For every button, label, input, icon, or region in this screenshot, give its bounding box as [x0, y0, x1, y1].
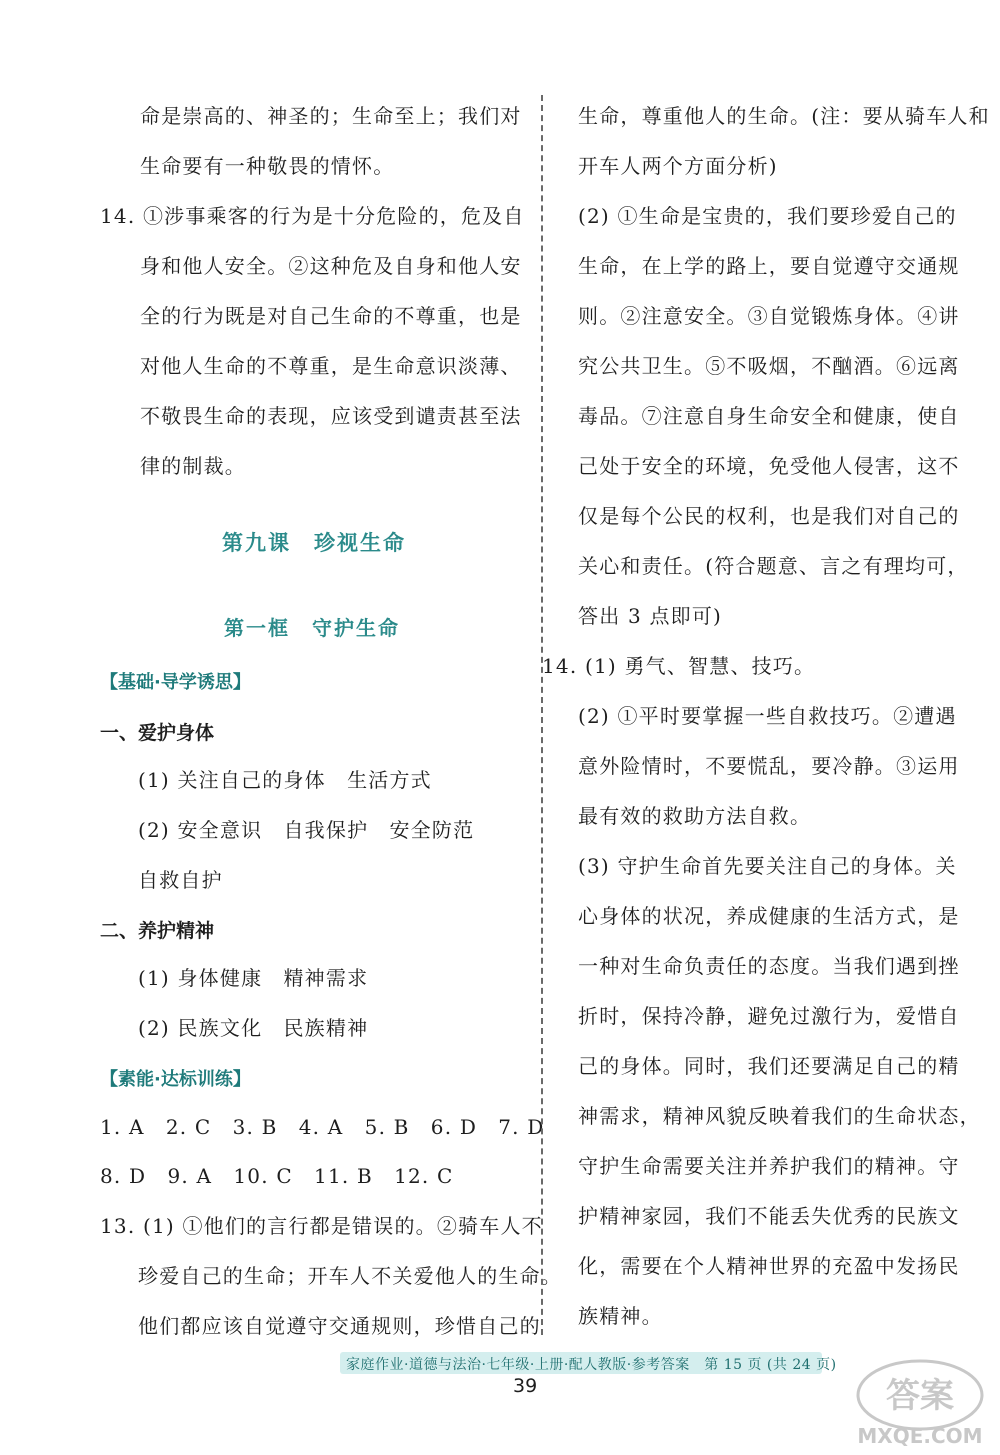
text-line: 关心和责任。(符合题意、言之有理均可，	[578, 554, 969, 578]
text-line: 守护生命需要关注并养护我们的精神。守	[578, 1154, 960, 1178]
text-line: 13. (1) ①他们的言行都是错误的。②骑车人不	[100, 1214, 543, 1238]
text-line: (3) 守护生命首先要关注自己的身体。关	[578, 854, 957, 878]
text-line: 仅是每个公民的权利，也是我们对自己的	[578, 504, 960, 528]
answer-item: 自救自护	[138, 868, 223, 892]
answer-item: (2) 民族文化 民族精神	[138, 1016, 369, 1040]
text-line: 命是崇高的、神圣的；生命至上；我们对	[140, 104, 522, 128]
text-line: 不敬畏生命的表现，应该受到谴责甚至法	[140, 404, 522, 428]
heading-nurture-spirit: 二、养护精神	[100, 920, 215, 942]
text-line: 毒品。⑦注意自身生命安全和健康，使自	[578, 404, 960, 428]
watermark-bottom-text: MXQE.COM	[857, 1424, 983, 1448]
watermark-logo	[850, 1355, 990, 1450]
answer-row: 8. D 9. A 10. C 11. B 12. C	[100, 1164, 454, 1188]
text-line: 全的行为既是对自己生命的不尊重，也是	[140, 304, 522, 328]
text-line: 神需求，精神风貌反映着我们的生命状态，	[578, 1104, 981, 1128]
lesson-title: 第九课 珍视生命	[222, 531, 406, 555]
text-line: (2) ①平时要掌握一些自救技巧。②遭遇	[578, 704, 957, 728]
text-line: 他们都应该自觉遵守交通规则，珍惜自己的	[138, 1314, 541, 1338]
page-number: 39	[513, 1375, 538, 1397]
text-line: 开车人两个方面分析)	[578, 154, 778, 178]
text-line: 珍爱自己的生命；开车人不关爱他人的生命。	[138, 1264, 562, 1288]
text-line: 律的制裁。	[140, 454, 246, 478]
section-label-skill: 【素能·达标训练】	[100, 1069, 251, 1090]
text-line: 一种对生命负责任的态度。当我们遇到挫	[578, 954, 960, 978]
column-divider	[541, 95, 543, 1335]
text-line: 答出 3 点即可)	[578, 604, 723, 628]
text-line: 意外险情时，不要慌乱，要冷静。③运用	[578, 754, 960, 778]
text-line: 生命，在上学的路上，要自觉遵守交通规	[578, 254, 960, 278]
text-line: 生命要有一种敬畏的情怀。	[140, 154, 395, 178]
text-line: 最有效的救助方法自救。	[578, 804, 812, 828]
text-line: 身和他人安全。②这种危及自身和他人安	[140, 254, 522, 278]
answer-row: 1. A 2. C 3. B 4. A 5. B 6. D 7. D	[100, 1115, 545, 1139]
answer-item: (2) 安全意识 自我保护 安全防范	[138, 818, 475, 842]
text-line: 化，需要在个人精神世界的充盈中发扬民	[578, 1254, 960, 1278]
text-line: 护精神家园，我们不能丢失优秀的民族文	[578, 1204, 960, 1228]
section-title: 第一框 守护生命	[224, 616, 400, 640]
text-line: 对他人生命的不尊重，是生命意识淡薄、	[140, 354, 522, 378]
text-line: 14. (1) 勇气、智慧、技巧。	[542, 654, 816, 678]
heading-care-body: 一、爱护身体	[100, 722, 215, 744]
text-line: 究公共卫生。⑤不吸烟，不酗酒。⑥远离	[578, 354, 960, 378]
text-line: 己处于安全的环境，免受他人侵害，这不	[578, 454, 960, 478]
text-line: 则。②注意安全。③自觉锻炼身体。④讲	[578, 304, 960, 328]
text-line: (2) ①生命是宝贵的，我们要珍爱自己的	[578, 204, 957, 228]
text-line: 折时，保持冷静，避免过激行为，爱惜自	[578, 1004, 960, 1028]
text-line: 族精神。	[578, 1304, 663, 1328]
text-line: 心身体的状况，养成健康的生活方式，是	[578, 904, 960, 928]
section-label-basic: 【基础·导学诱思】	[100, 672, 251, 693]
watermark-top-text: 答案	[886, 1376, 954, 1416]
answer-item: (1) 关注自己的身体 生活方式	[138, 768, 432, 792]
footer-caption: 家庭作业·道德与法治·七年级·上册·配人教版·参考答案 第 15 页 (共 24 页)	[346, 1357, 837, 1373]
text-line: 己的身体。同时，我们还要满足自己的精	[578, 1054, 960, 1078]
text-line: 生命，尊重他人的生命。(注：要从骑车人和	[578, 104, 990, 128]
text-line: 14. ①涉事乘客的行为是十分危险的，危及自	[100, 204, 525, 228]
answer-item: (1) 身体健康 精神需求	[138, 966, 369, 990]
